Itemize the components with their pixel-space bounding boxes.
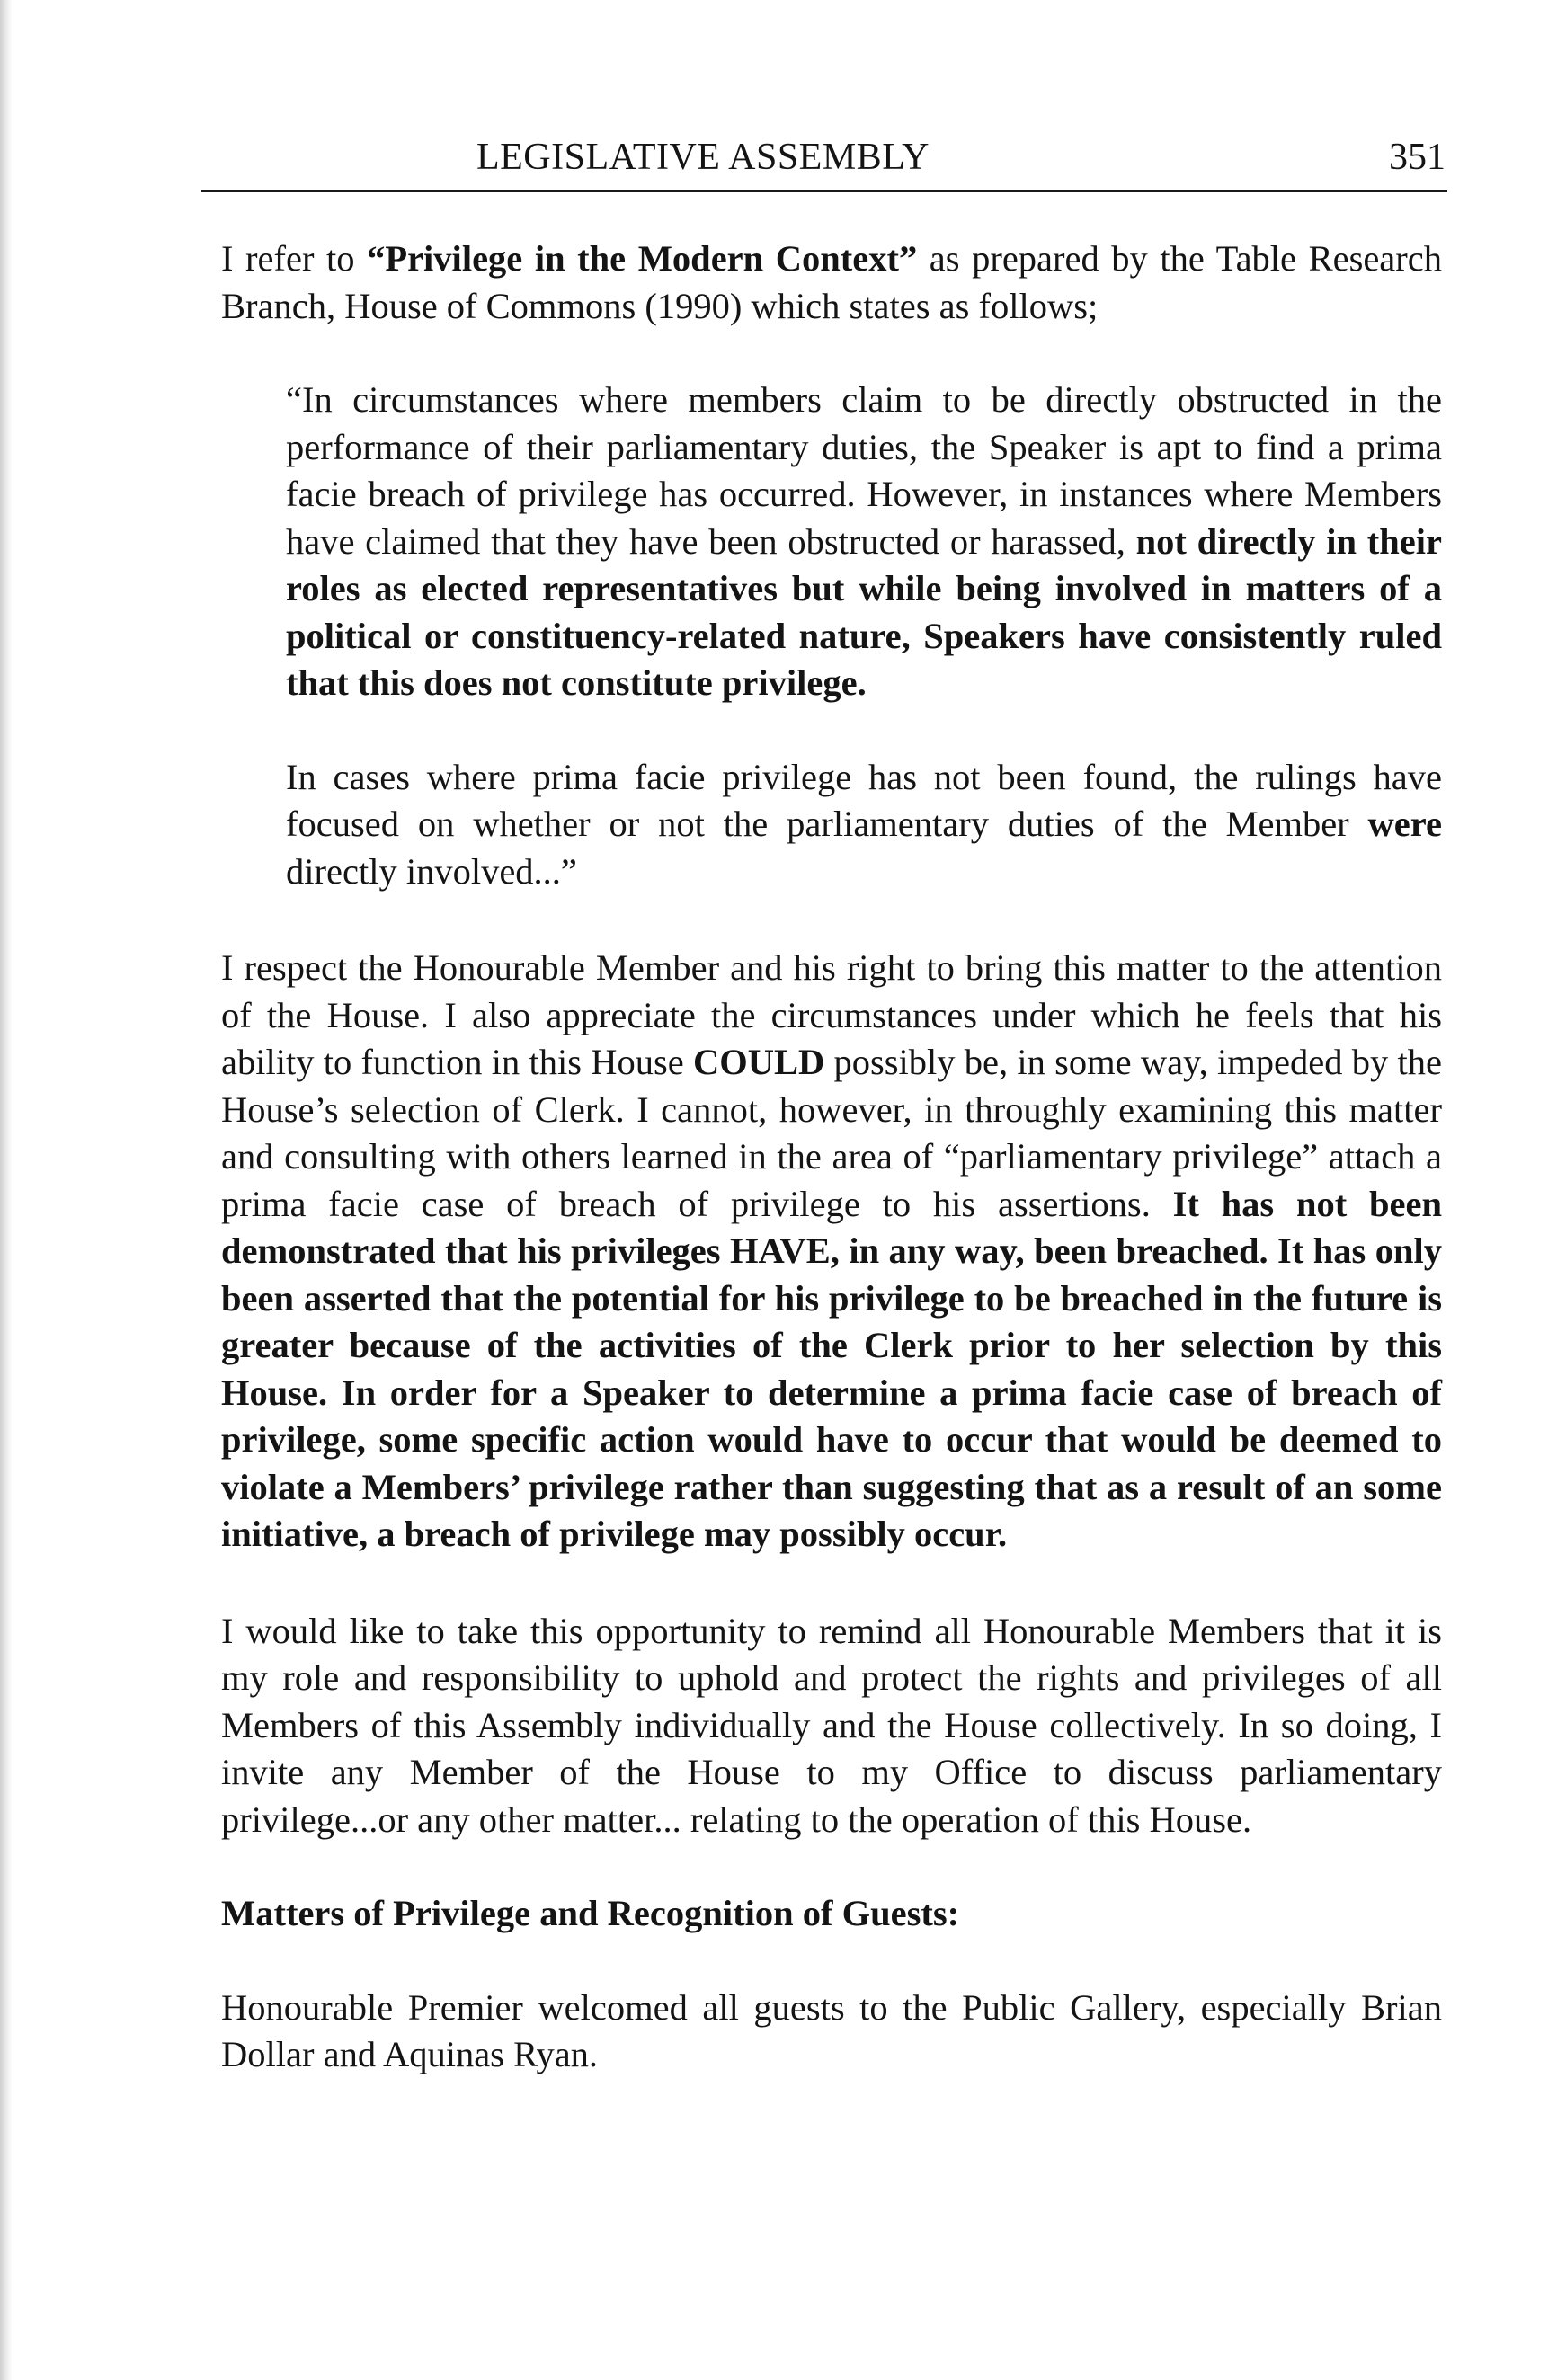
- invitation-paragraph: I would like to take this opportunity to remind all Honourable Members that it is my role and responsibility to uphold and protect the rights and privileges of all Members of this Assembly individually and the House collectively. In so doing, I invite any Member of the House to my Office to discuss parliamentary privilege...or any other matter... relating to the operation of this House.: [221, 1610, 1442, 1840]
- ruling-text-2: possibly be, in some way, impeded by the House’s selection of Clerk. I cannot, however, in throughly examining this matter and consulting with others learned in the area of “parliamentary privilege” attach a prima facie case of breach of privilege to his assertions.: [221, 1042, 1442, 1224]
- intro-paragraph: [221, 235, 1442, 330]
- running-header: [223, 135, 1446, 187]
- welcome-paragraph: Honourable Premier welcomed all guests to the Public Gallery, especially Brian Dollar and Aquinas Ryan.: [221, 1986, 1442, 2074]
- header-title: LEGISLATIVE ASSEMBLY: [476, 137, 930, 178]
- page-number: 351: [1389, 137, 1446, 178]
- intro-text-after: as prepared by the Table Research Branch, House of Commons (1990) which states as follows;: [221, 238, 1442, 326]
- ruling-emphasis-1: COULD: [692, 1042, 825, 1082]
- quote-p1-text: “In circumstances where members claim to be directly obstructed in the performance of their parliamentary duties, the Speaker is apt to find a prima facie breach of privilege has occurred. However, in instances where Members have claimed that they have been obstructed or harassed,: [286, 379, 1442, 562]
- section-heading: Matters of Privilege and Recognition of Guests:: [221, 1893, 960, 1933]
- ruling-text-1: I respect the Honourable Member and his right to bring this matter to the attention of the House. I also appreciate the circumstances under which he feels that his ability to function in this House: [221, 947, 1442, 1082]
- binding-edge-shadow: [0, 0, 13, 2380]
- quote-paragraph-1: [286, 377, 1442, 707]
- intro-text-before: I refer to: [221, 238, 368, 279]
- ruling-emphasis-2: It has not been demonstrated that his privileges HAVE, in any way, been breached. It has only been asserted that the potential for his privilege to be breached in the future is greater because of the activities of the Clerk prior to her selection by this House. In order for a Speaker to determine a prima facie case of breach of privilege, some specific action would have to occur that would be deemed to violate a Members’ privilege rather than suggesting that as a result of an some initiative, a breach of privilege may possibly occur.: [221, 1183, 1443, 1554]
- header-rule: [201, 190, 1447, 192]
- block-quote: [286, 377, 1442, 895]
- ruling-paragraph: [221, 945, 1442, 1559]
- quote-p1-emphasis: not directly in their roles as elected representatives but while being involved in matters of a political or constituency-related nature, Speakers have consistently ruled that this does not constitute privilege.: [286, 520, 1443, 703]
- body-text: [221, 235, 1442, 2079]
- quote-p2-emphasis: were: [1367, 804, 1442, 844]
- quote-paragraph-2: [286, 754, 1442, 896]
- intro-cited-title: “Privilege in the Modern Context”: [367, 238, 918, 279]
- quote-p2-text-before: In cases where prima facie privilege has not been found, the rulings have focused on whether or not the parliamentary duties of the Member: [286, 756, 1442, 844]
- quote-p2-text-after: directly involved...”: [286, 850, 577, 892]
